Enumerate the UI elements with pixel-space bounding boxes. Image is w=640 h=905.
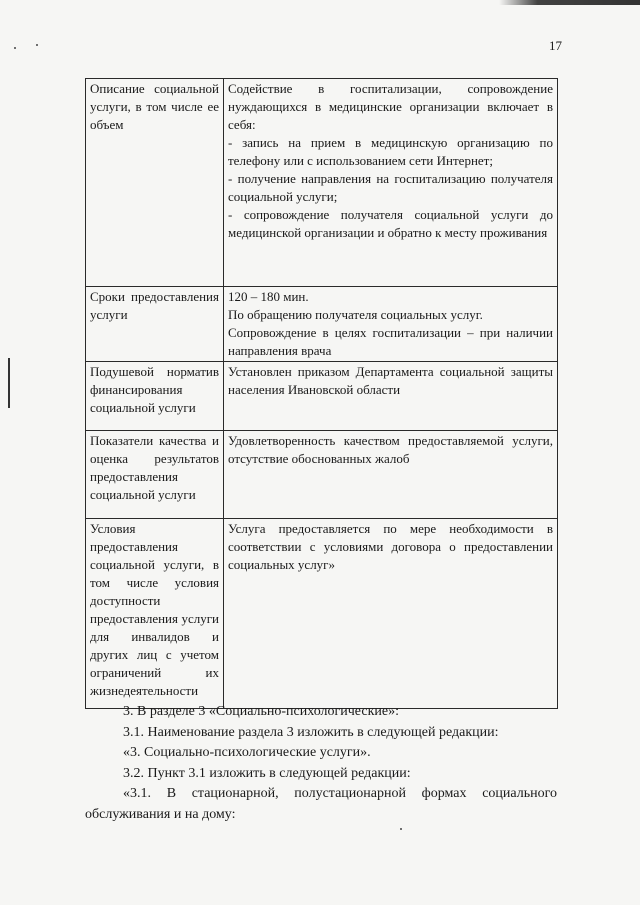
scan-edge-artifact (0, 0, 640, 5)
row-label: Описание социальной услуги, в том числе ее объем (86, 79, 224, 287)
content-line: - получение направления на госпитализацию получателя социальной услуги; (228, 171, 553, 204)
row-label: Показатели качества и оценка результатов предоставления социальной услуги (86, 431, 224, 519)
table-row (86, 362, 558, 431)
row-content (224, 287, 558, 362)
content-line: Содействие в госпитализации, сопровождение нуждающихся в медицинские организации включает в себя: (228, 81, 553, 132)
content-line: 120 – 180 мин. (228, 289, 309, 304)
content-line: Установлен приказом Департамента социальной защиты населения Ивановской области (228, 364, 553, 397)
scan-speck (36, 44, 38, 46)
row-label: Сроки предоставления услуги (86, 287, 224, 362)
paragraph: «3. Социально-психологические услуги». (123, 745, 371, 760)
content-line: Услуга предоставляется по мере необходимости в соответствии с условиями договора о предоставлении социальных услуг» (228, 521, 553, 572)
row-content (224, 79, 558, 287)
row-label: Подушевой норматив финансирования социальной услуги (86, 362, 224, 431)
table-row (86, 287, 558, 362)
content-line: Сопровождение в целях госпитализации – при наличии направления врача (228, 325, 553, 358)
row-label: Условия предоставления социальной услуги, в том числе условия доступности предоставления услуги для инвалидов и других лиц с учетом ограничений их жизнедеятельности (86, 519, 224, 709)
content-line: По обращению получателя социальных услуг. (228, 307, 483, 322)
paragraph: 3. В разделе 3 «Социально-психологические»: (123, 704, 399, 719)
content-line: - запись на прием в медицинскую организацию по телефону или с использованием сети Интернет; (228, 135, 553, 168)
paragraph: 3.2. Пункт 3.1 изложить в следующей редакции: (123, 765, 411, 781)
table-row (86, 79, 558, 287)
table-row (86, 431, 558, 519)
scan-speck (400, 828, 402, 830)
content-line: - сопровождение получателя социальной услуги до медицинской организации и обратно к месту проживания (228, 207, 553, 240)
service-description-table (85, 78, 558, 709)
document-body (85, 702, 557, 825)
paragraph: «3.1. В стационарной, полустационарной формах социального обслуживания и на дому: (85, 786, 557, 822)
scan-margin-mark (8, 358, 10, 408)
row-content (224, 519, 558, 709)
scan-speck (14, 47, 16, 49)
row-content (224, 362, 558, 431)
paragraph: 3.1. Наименование раздела 3 изложить в следующей редакции: (123, 724, 499, 740)
page-number: 17 (549, 38, 562, 53)
table-row (86, 519, 558, 709)
content-line: Удовлетворенность качеством предоставляемой услуги, отсутствие обоснованных жалоб (228, 433, 553, 466)
row-content (224, 431, 558, 519)
